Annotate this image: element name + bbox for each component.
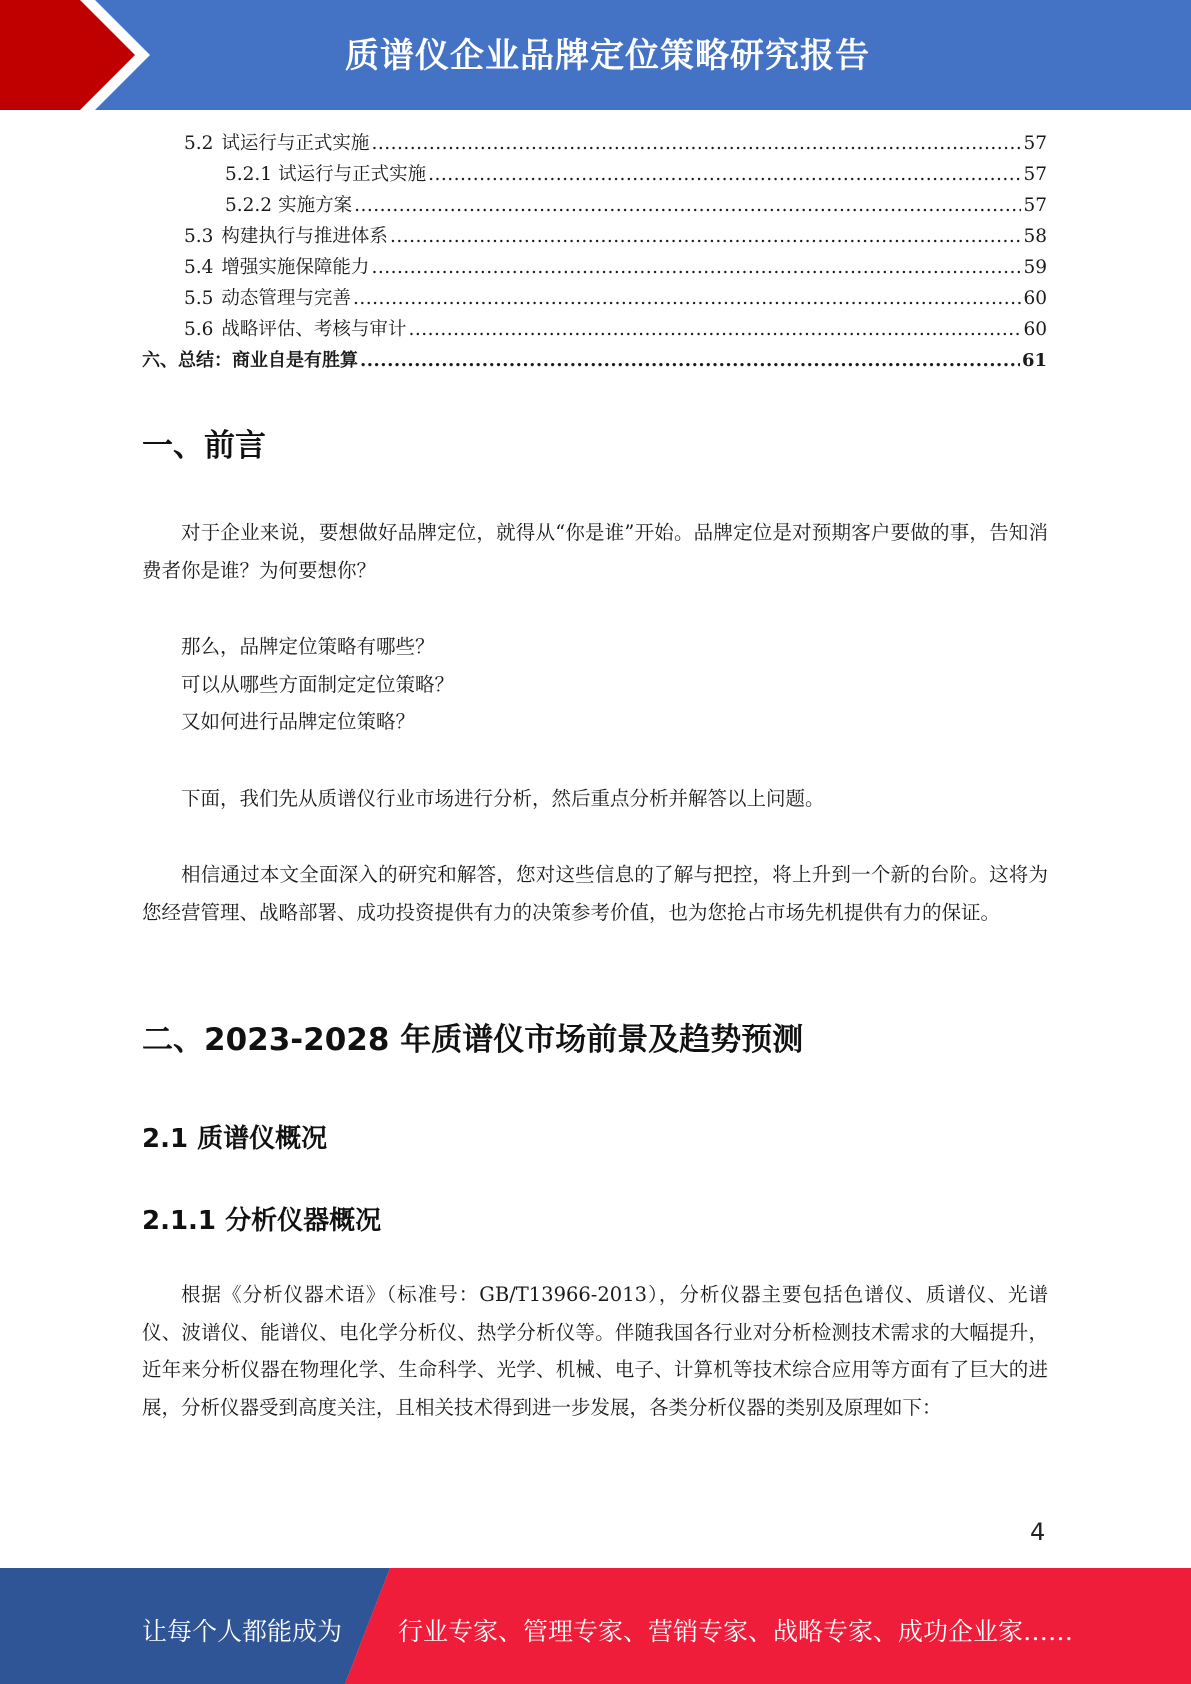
footer-slogan-left: 让每个人都能成为 [142,1617,343,1646]
toc-dot-leader [371,128,1021,159]
toc-entry[interactable] [142,252,1047,283]
toc-entry[interactable] [142,283,1047,314]
toc-dot-leader [428,159,1021,190]
toc-entry[interactable] [142,128,1047,159]
toc-entry-page: 57 [1023,195,1047,216]
question-list [142,628,1048,741]
toc-entry-title: 战略评估、考核与审计 [221,319,407,340]
toc-entry-number: 5.2 [184,133,214,154]
toc-dot-leader [408,314,1021,345]
question-item: 可以从哪些方面制定定位策略？ [181,672,455,696]
toc-entry-page: 61 [1021,350,1047,371]
toc-dot-leader [354,190,1021,221]
subsection-2-1-heading: 2.1 质谱仪概况 [142,1124,328,1154]
toc-dot-leader [371,252,1021,283]
preface-paragraph-3: 相信通过本文全面深入的研究和解答，您对这些信息的了解与把控，将上升到一个新的台阶。这将为您经营管理、战略部署、成功投资提供有力的决策参考价值，也为您抢占市场先机提供有力的保证。 [142,863,1048,924]
page-footer [0,1568,1191,1684]
preface-paragraph-1: 对于企业来说，要想做好品牌定位，就得从“你是谁”开始。品牌定位是对预期客户要做的事，告知消费者你是谁？为何要想你？ [142,521,1048,582]
question-item: 又如何进行品牌定位策略？ [181,710,416,733]
toc-entry-number: 5.4 [184,257,214,278]
toc-entry-title: 构建执行与推进体系 [221,226,388,247]
toc-entry[interactable] [142,345,1047,376]
toc-entry-page: 60 [1023,319,1047,340]
page-header [0,0,1191,110]
toc-entry-number: 5.2.2 [225,195,273,216]
preface-heading: 一、前言 [142,428,266,464]
toc-entry-title: 动态管理与完善 [221,288,351,309]
question-item: 那么，品牌定位策略有哪些？ [181,635,435,658]
subsection-2-1-1-heading: 2.1.1 分析仪器概况 [142,1206,382,1236]
toc-entry-page: 57 [1023,164,1047,185]
document-title: 质谱仪企业品牌定位策略研究报告 [345,36,870,76]
page-number: 4 [1030,1518,1046,1546]
toc-entry-number: 5.6 [184,319,214,340]
toc-entry-title: 增强实施保障能力 [221,257,370,278]
toc-entry-title: 试运行与正式实施 [278,164,427,185]
toc-dot-leader [353,283,1022,314]
analysis-paragraph: 根据《分析仪器术语》（标准号：GB/T13966-2013），分析仪器主要包括色谱仪、质谱仪、光谱仪、波谱仪、能谱仪、电化学分析仪、热学分析仪等。伴随我国各行业对分析检测技术需求的大幅提升，近年来分析仪器在物理化学、生命科学、光学、机械、电子、计算机等技术综合应用等方面有了巨大的进展，分析仪器受到高度关注，且相关技术得到进一步发展，各类分析仪器的类别及原理如下： [142,1283,1048,1419]
toc-entry[interactable] [142,314,1047,345]
toc-entry[interactable] [142,221,1047,252]
toc-dot-leader [360,345,1020,376]
footer-slogan-right: 行业专家、管理专家、营销专家、战略专家、成功企业家…… [398,1617,1074,1646]
toc-entry-number: 5.3 [184,226,214,247]
toc-entry-title: 试运行与正式实施 [221,133,370,154]
toc-entry-page: 59 [1023,257,1047,278]
toc-entry-page: 60 [1023,288,1047,309]
toc-entry-number: 5.2.1 [225,164,273,185]
toc-entry[interactable] [142,190,1047,221]
section-2-heading: 二、2023-2028 年质谱仪市场前景及趋势预测 [142,1022,804,1058]
toc-entry-number: 5.5 [184,288,214,309]
toc-entry-page: 57 [1023,133,1047,154]
table-of-contents [142,128,1047,376]
toc-entry-title: 六、总结：商业自是有胜算 [142,350,358,371]
toc-dot-leader [390,221,1022,252]
preface-paragraph-2: 下面，我们先从质谱仪行业市场进行分析，然后重点分析并解答以上问题。 [181,787,825,810]
toc-entry-title: 实施方案 [278,195,353,216]
toc-entry-page: 58 [1023,226,1047,247]
toc-entry[interactable] [142,159,1047,190]
